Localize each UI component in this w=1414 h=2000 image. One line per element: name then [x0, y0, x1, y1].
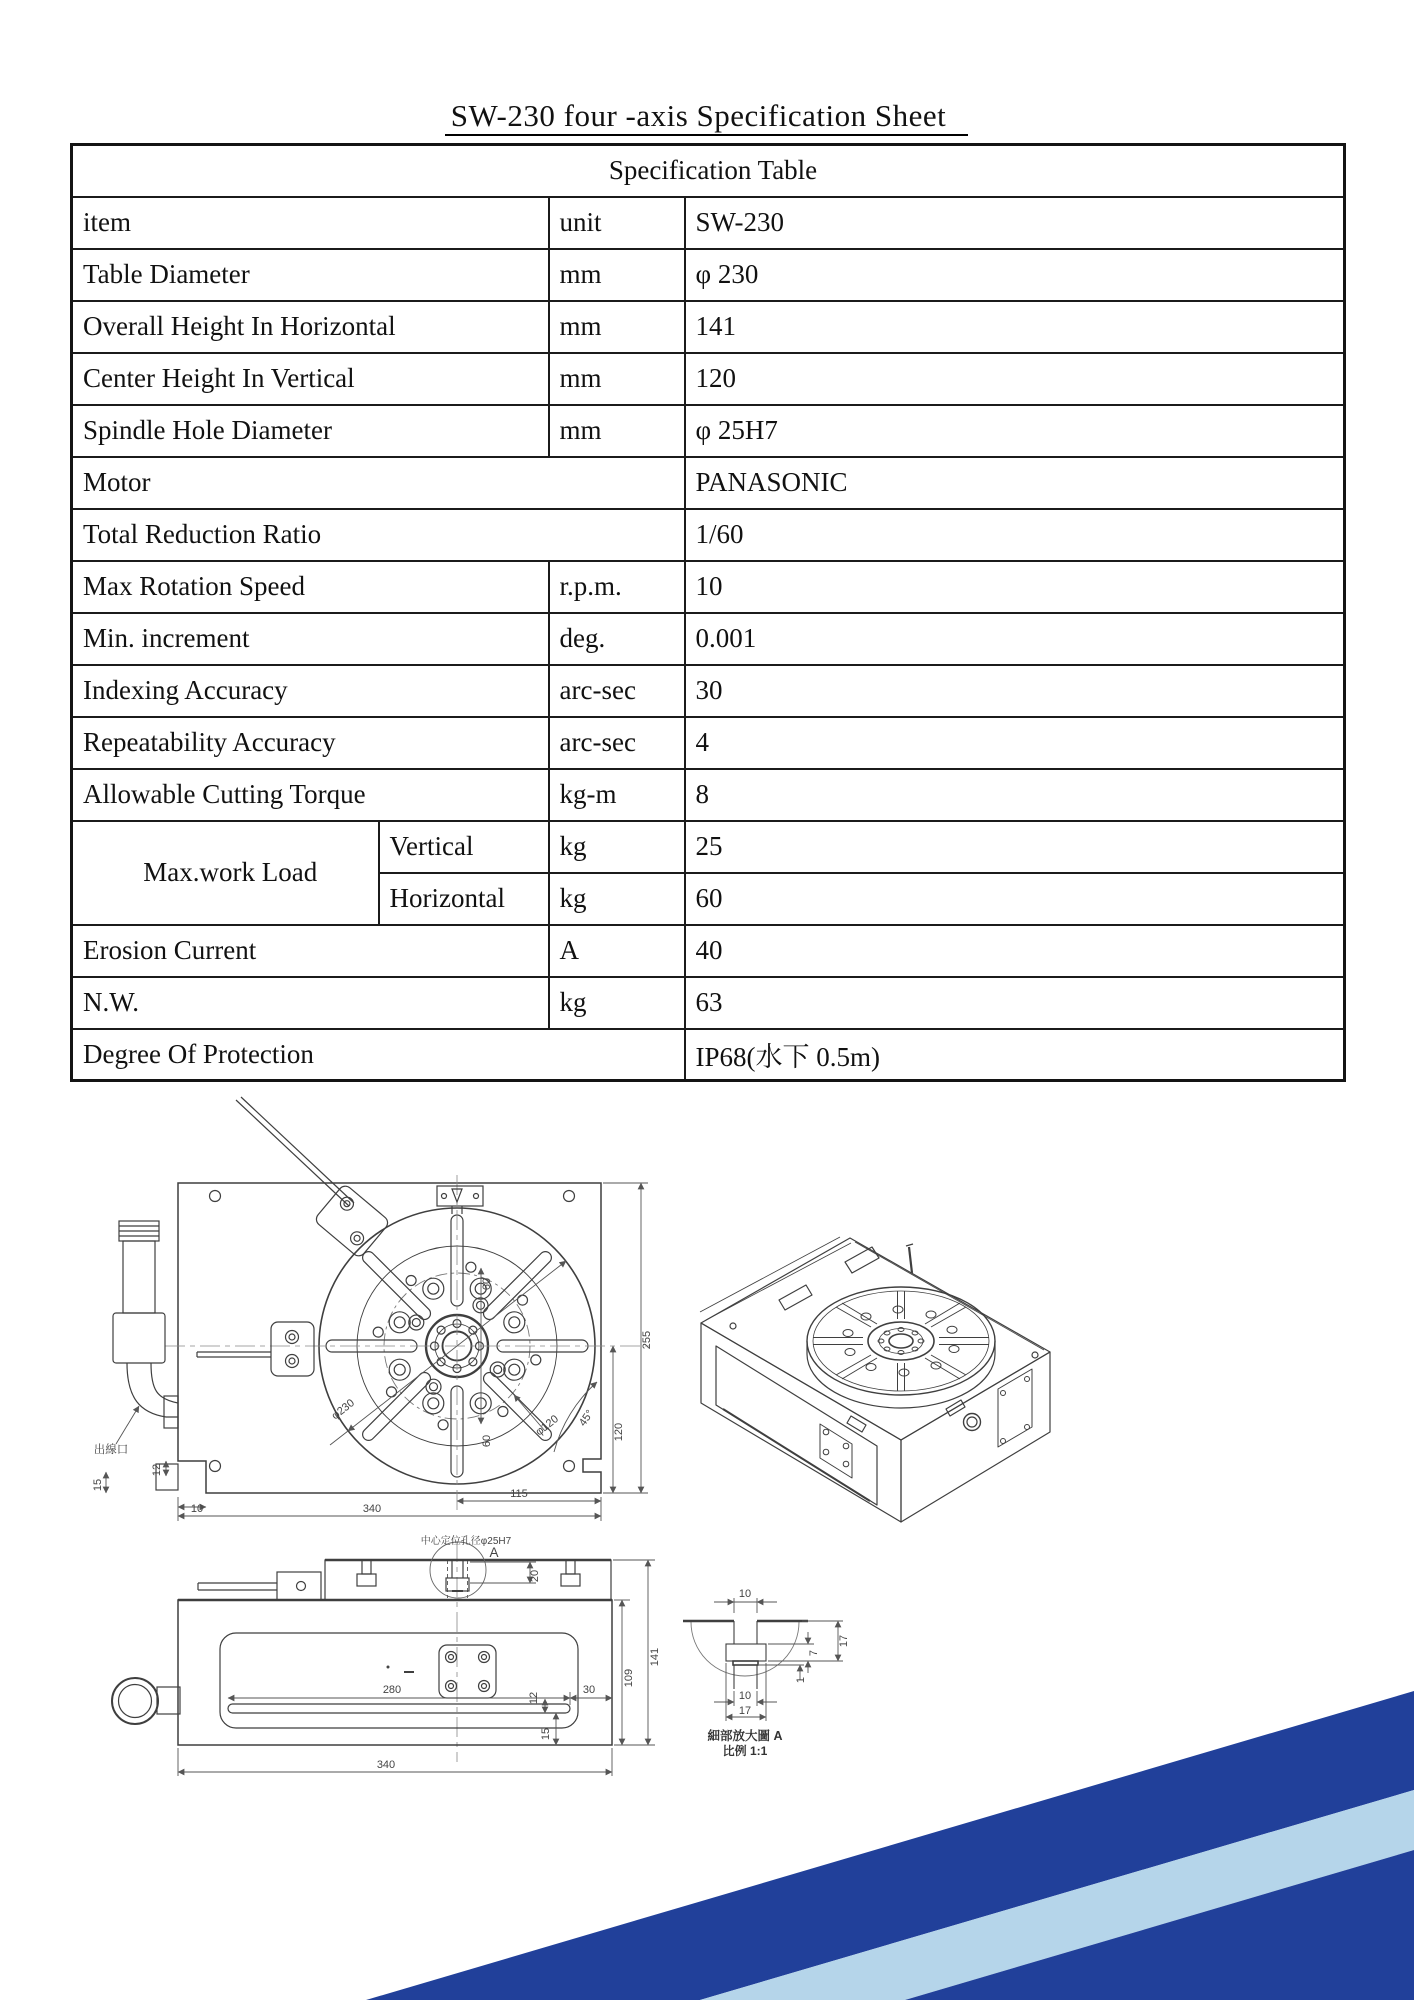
- spec-row: [72, 301, 1345, 353]
- spec-row: [72, 561, 1345, 613]
- dia-bolt-circle-label: φ120: [533, 1413, 561, 1439]
- detail-view-labels: [707, 1588, 850, 1758]
- spec-value: φ 25H7: [685, 405, 1345, 457]
- spec-value: PANASONIC: [685, 457, 1345, 509]
- spec-value: IP68(水下 0.5m): [685, 1029, 1345, 1081]
- spec-row: [72, 457, 1345, 509]
- svg-text:20: 20: [529, 1569, 541, 1583]
- spec-unit: mm: [549, 353, 685, 405]
- spec-unit: unit: [549, 197, 685, 249]
- t-slot-groove: [228, 1704, 570, 1713]
- svg-text:12: 12: [151, 1463, 163, 1477]
- body-side: [178, 1600, 612, 1745]
- spec-row: [72, 509, 1345, 561]
- spec-row: [72, 1029, 1345, 1081]
- spec-unit: deg.: [549, 613, 685, 665]
- spec-value: 63: [685, 977, 1345, 1029]
- top-view-drawing: [113, 1097, 655, 1512]
- spec-row: [72, 717, 1345, 769]
- spec-unit: kg: [549, 873, 685, 925]
- iso-pin: [909, 1247, 912, 1273]
- dia-table-label: φ230: [329, 1397, 357, 1423]
- spec-unit: r.p.m.: [549, 561, 685, 613]
- svg-text:30: 30: [582, 1684, 596, 1696]
- svg-text:255: 255: [641, 1330, 653, 1350]
- spec-row: [72, 249, 1345, 301]
- spec-row: [72, 925, 1345, 977]
- spec-value: 141: [685, 301, 1345, 353]
- spec-unit: mm: [549, 405, 685, 457]
- svg-text:141: 141: [649, 1647, 661, 1667]
- center-stud: [446, 1560, 469, 1598]
- spec-item: Spindle Hole Diameter: [72, 405, 549, 457]
- spec-value: 60: [685, 873, 1345, 925]
- spec-unit: mm: [549, 301, 685, 353]
- spec-item: Motor: [72, 457, 685, 509]
- svg-text:1: 1: [795, 1676, 807, 1684]
- angle-45-label: 45°: [576, 1408, 597, 1429]
- page-title: [70, 98, 1343, 134]
- detail-view-dimensions: [714, 1598, 843, 1721]
- detail-caption: 細部放大圖 A: [707, 1729, 783, 1743]
- detail-view-drawing: [683, 1621, 808, 1689]
- spec-row: [72, 613, 1345, 665]
- spec-unit: arc-sec: [549, 665, 685, 717]
- svg-text:340: 340: [362, 1503, 382, 1515]
- spec-value: SW-230: [685, 197, 1345, 249]
- detail-ref-label: A: [489, 1545, 499, 1560]
- center-hole-label-text: 中心定位孔径φ25H7: [420, 1536, 512, 1547]
- spec-unit: kg: [549, 821, 685, 873]
- spec-item: Allowable Cutting Torque: [72, 769, 549, 821]
- svg-text:60: 60: [481, 1277, 493, 1291]
- spec-value: 4: [685, 717, 1345, 769]
- svg-text:17: 17: [838, 1634, 850, 1648]
- spec-item: Degree Of Protection: [72, 1029, 685, 1081]
- spec-value: 1/60: [685, 509, 1345, 561]
- spec-value: 40: [685, 925, 1345, 977]
- svg-text:15: 15: [540, 1727, 552, 1741]
- spec-value: φ 230: [685, 249, 1345, 301]
- svg-text:280: 280: [382, 1684, 402, 1696]
- iso-bolt-ring: [843, 1306, 959, 1376]
- svg-text:109: 109: [623, 1668, 635, 1688]
- sensor-block: [314, 1183, 391, 1258]
- iso-port: [964, 1414, 981, 1431]
- spec-item: Erosion Current: [72, 925, 549, 977]
- spec-item: item: [72, 197, 549, 249]
- spec-item: Overall Height In Horizontal: [72, 301, 549, 353]
- isometric-view-drawing: [700, 1237, 1050, 1522]
- spec-value: 25: [685, 821, 1345, 873]
- svg-text:10: 10: [738, 1588, 752, 1600]
- spec-unit: mm: [549, 249, 685, 301]
- svg-text:120: 120: [613, 1422, 625, 1442]
- spec-row: [72, 977, 1345, 1029]
- front-view-labels: [377, 1534, 661, 1771]
- spec-unit: kg: [549, 977, 685, 1029]
- iso-hub-holes: [878, 1328, 924, 1355]
- top-view-plate: [178, 1183, 601, 1493]
- spec-table-header: Specification Table: [72, 145, 1345, 197]
- spec-unit: kg-m: [549, 769, 685, 821]
- svg-text:10: 10: [738, 1690, 752, 1702]
- svg-text:17: 17: [738, 1705, 752, 1717]
- spec-value: 30: [685, 665, 1345, 717]
- spec-table-body: [72, 145, 1345, 1081]
- spec-value: 10: [685, 561, 1345, 613]
- spec-item: Center Height In Vertical: [72, 353, 549, 405]
- iso-right-plate: [998, 1369, 1032, 1447]
- front-view-dimensions: [178, 1560, 655, 1776]
- cable-outlet-label: 出線口: [93, 1444, 129, 1456]
- spec-value: 120: [685, 353, 1345, 405]
- lifting-handle: [112, 1678, 180, 1724]
- connector-block: [197, 1322, 314, 1376]
- cable-gland: [113, 1221, 178, 1428]
- sensor-cable: [236, 1100, 349, 1206]
- svg-text:340: 340: [376, 1759, 396, 1771]
- svg-text:10: 10: [190, 1503, 204, 1515]
- front-connector-block: [198, 1572, 321, 1600]
- iso-slots: [813, 1291, 989, 1391]
- spec-item: Indexing Accuracy: [72, 665, 549, 717]
- spec-row: [72, 665, 1345, 717]
- svg-text:60: 60: [481, 1434, 493, 1448]
- spec-subitem: Horizontal: [379, 873, 549, 925]
- front-screw-plate: [439, 1645, 496, 1698]
- spec-value: 0.001: [685, 613, 1345, 665]
- spec-table-header-row: [72, 145, 1345, 197]
- iso-recess: [716, 1346, 877, 1505]
- spec-item-group: Max.work Load: [72, 821, 379, 925]
- iso-front-plate: [820, 1424, 852, 1478]
- spec-table: [70, 143, 1346, 1082]
- spec-row: [72, 353, 1345, 405]
- spec-item: Table Diameter: [72, 249, 549, 301]
- spec-item: Repeatability Accuracy: [72, 717, 549, 769]
- spec-row: [72, 197, 1345, 249]
- footer-stripes: [366, 1691, 1414, 2000]
- svg-text:12: 12: [528, 1691, 540, 1705]
- spec-item: Max Rotation Speed: [72, 561, 549, 613]
- svg-text:7: 7: [808, 1649, 820, 1657]
- spec-unit: A: [549, 925, 685, 977]
- spec-row: [72, 821, 1345, 873]
- svg-text:115: 115: [510, 1488, 528, 1500]
- spec-item: Total Reduction Ratio: [72, 509, 685, 561]
- spec-subitem: Vertical: [379, 821, 549, 873]
- spec-item: Min. increment: [72, 613, 549, 665]
- spec-row: [72, 769, 1345, 821]
- technical-drawings: [0, 1080, 1414, 2000]
- spec-row: [72, 405, 1345, 457]
- detail-scale: 比例 1:1: [722, 1744, 768, 1758]
- spec-value: 8: [685, 769, 1345, 821]
- spec-item: N.W.: [72, 977, 549, 1029]
- spec-unit: arc-sec: [549, 717, 685, 769]
- page-title-text: SW-230 four -axis Specification Sheet: [445, 98, 968, 136]
- table-plate-side: [325, 1560, 611, 1600]
- svg-text:15: 15: [92, 1478, 104, 1492]
- body-recess: [220, 1633, 578, 1728]
- detail-circle-A: [430, 1542, 486, 1598]
